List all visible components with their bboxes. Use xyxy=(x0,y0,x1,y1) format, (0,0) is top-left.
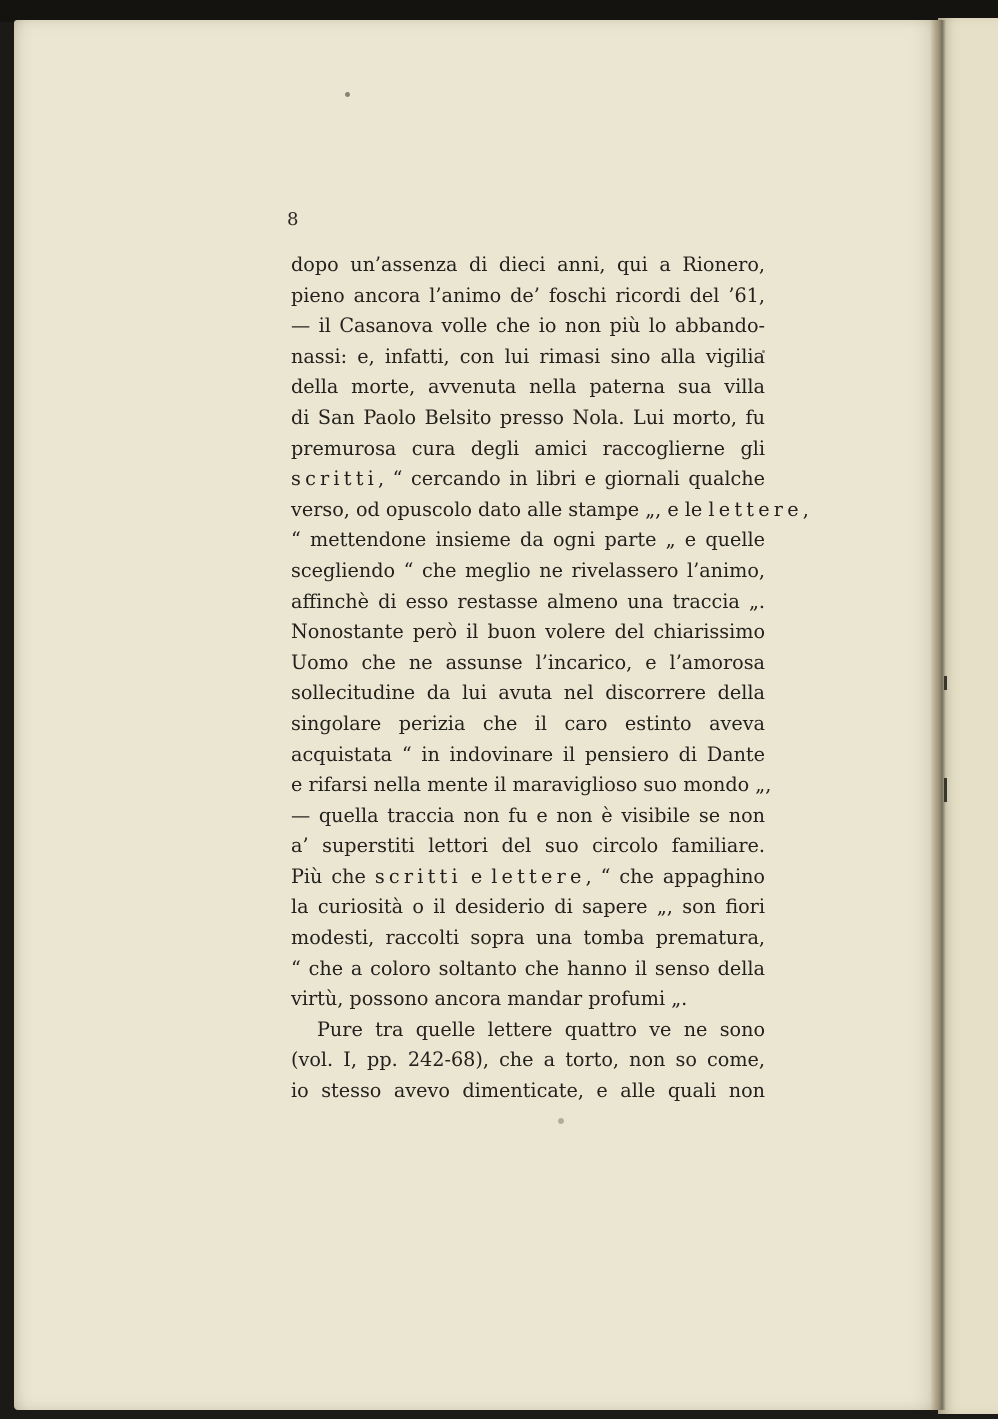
text-line xyxy=(291,495,809,526)
text-line: sollecitudine da lui avuta nel discorrere della xyxy=(291,681,765,705)
scan-top-edge xyxy=(0,0,998,22)
paper-speck xyxy=(558,1118,564,1124)
facing-page-edge xyxy=(938,18,998,1414)
text-line: io stesso avevo dimenticate, e alle quali non xyxy=(291,1079,765,1103)
text-line: affinchè di esso restasse almeno una traccia „. xyxy=(291,589,765,613)
page-number: 8 xyxy=(287,209,299,230)
text-line: la curiosità o il desiderio di sapere „, son fiori xyxy=(291,895,765,919)
text-span: e xyxy=(470,864,483,888)
text-line: e rifarsi nella mente il maraviglioso suo mondo „, xyxy=(291,773,772,797)
text-line: — quella traccia non fu e non è visibile se non xyxy=(291,803,765,827)
text-line: “ mettendone insieme da ogni parte „ e quelle xyxy=(291,528,765,552)
text-line: di San Paolo Belsito presso Nola. Lui morto, fu xyxy=(291,405,765,429)
text-line: — il Casanova volle che io non più lo abbando- xyxy=(291,314,765,338)
text-line: acquistata “ in indovinare il pensiero di Dante xyxy=(291,742,765,766)
text-line: pieno ancora l’animo de’ foschi ricordi del ’61, xyxy=(291,283,765,307)
body-text xyxy=(291,250,809,1107)
page-edge-mark xyxy=(944,676,947,690)
text-line: Nonostante però il buon volere del chiarissimo xyxy=(291,620,765,644)
text-span: , “ che appaghino xyxy=(585,864,765,888)
spaced-word: scritti xyxy=(291,467,379,491)
text-line: a’ superstiti lettori del suo circolo familiare. xyxy=(291,834,765,858)
spaced-word: scritti xyxy=(374,864,462,888)
text-line xyxy=(291,862,765,893)
spaced-word: lettere xyxy=(491,864,586,888)
text-line: dopo un’assenza di dieci anni, qui a Rionero, xyxy=(291,253,765,276)
text-span: , “ cercando in libri e giornali qualche xyxy=(378,467,765,491)
text-line: della morte, avvenuta nella paterna sua villa xyxy=(291,375,765,399)
text-line xyxy=(291,464,765,495)
text-line: singolare perizia che il caro estinto aveva xyxy=(291,711,765,735)
text-span: Più che xyxy=(291,864,366,888)
text-line: “ che a coloro soltanto che hanno il senso della xyxy=(291,956,765,980)
text-line: virtù, possono ancora mandar profumi „. xyxy=(291,987,688,1011)
text-span: verso, od opuscolo dato alle stampe „, e le xyxy=(291,497,703,521)
text-line: scegliendo “ che meglio ne rivelassero l’animo, xyxy=(291,558,765,582)
text-line: Uomo che ne assunse l’incarico, e l’amorosa xyxy=(291,650,765,674)
text-line: nassi: e, infatti, con lui rimasi sino alla vigilia xyxy=(291,344,765,368)
text-line: Pure tra quelle lettere quattro ve ne sono xyxy=(317,1017,765,1041)
text-span: , xyxy=(802,497,809,521)
paper-speck xyxy=(345,92,350,97)
book-gutter xyxy=(930,20,946,1410)
page-edge-mark xyxy=(944,778,947,802)
text-line: premurosa cura degli amici raccoglierne gli xyxy=(291,436,765,460)
text-line: modesti, raccolti sopra una tomba prematura, xyxy=(291,926,765,950)
spaced-word: lettere xyxy=(708,497,803,521)
text-line: (vol. I, pp. 242-68), che a torto, non so come, xyxy=(291,1048,765,1072)
